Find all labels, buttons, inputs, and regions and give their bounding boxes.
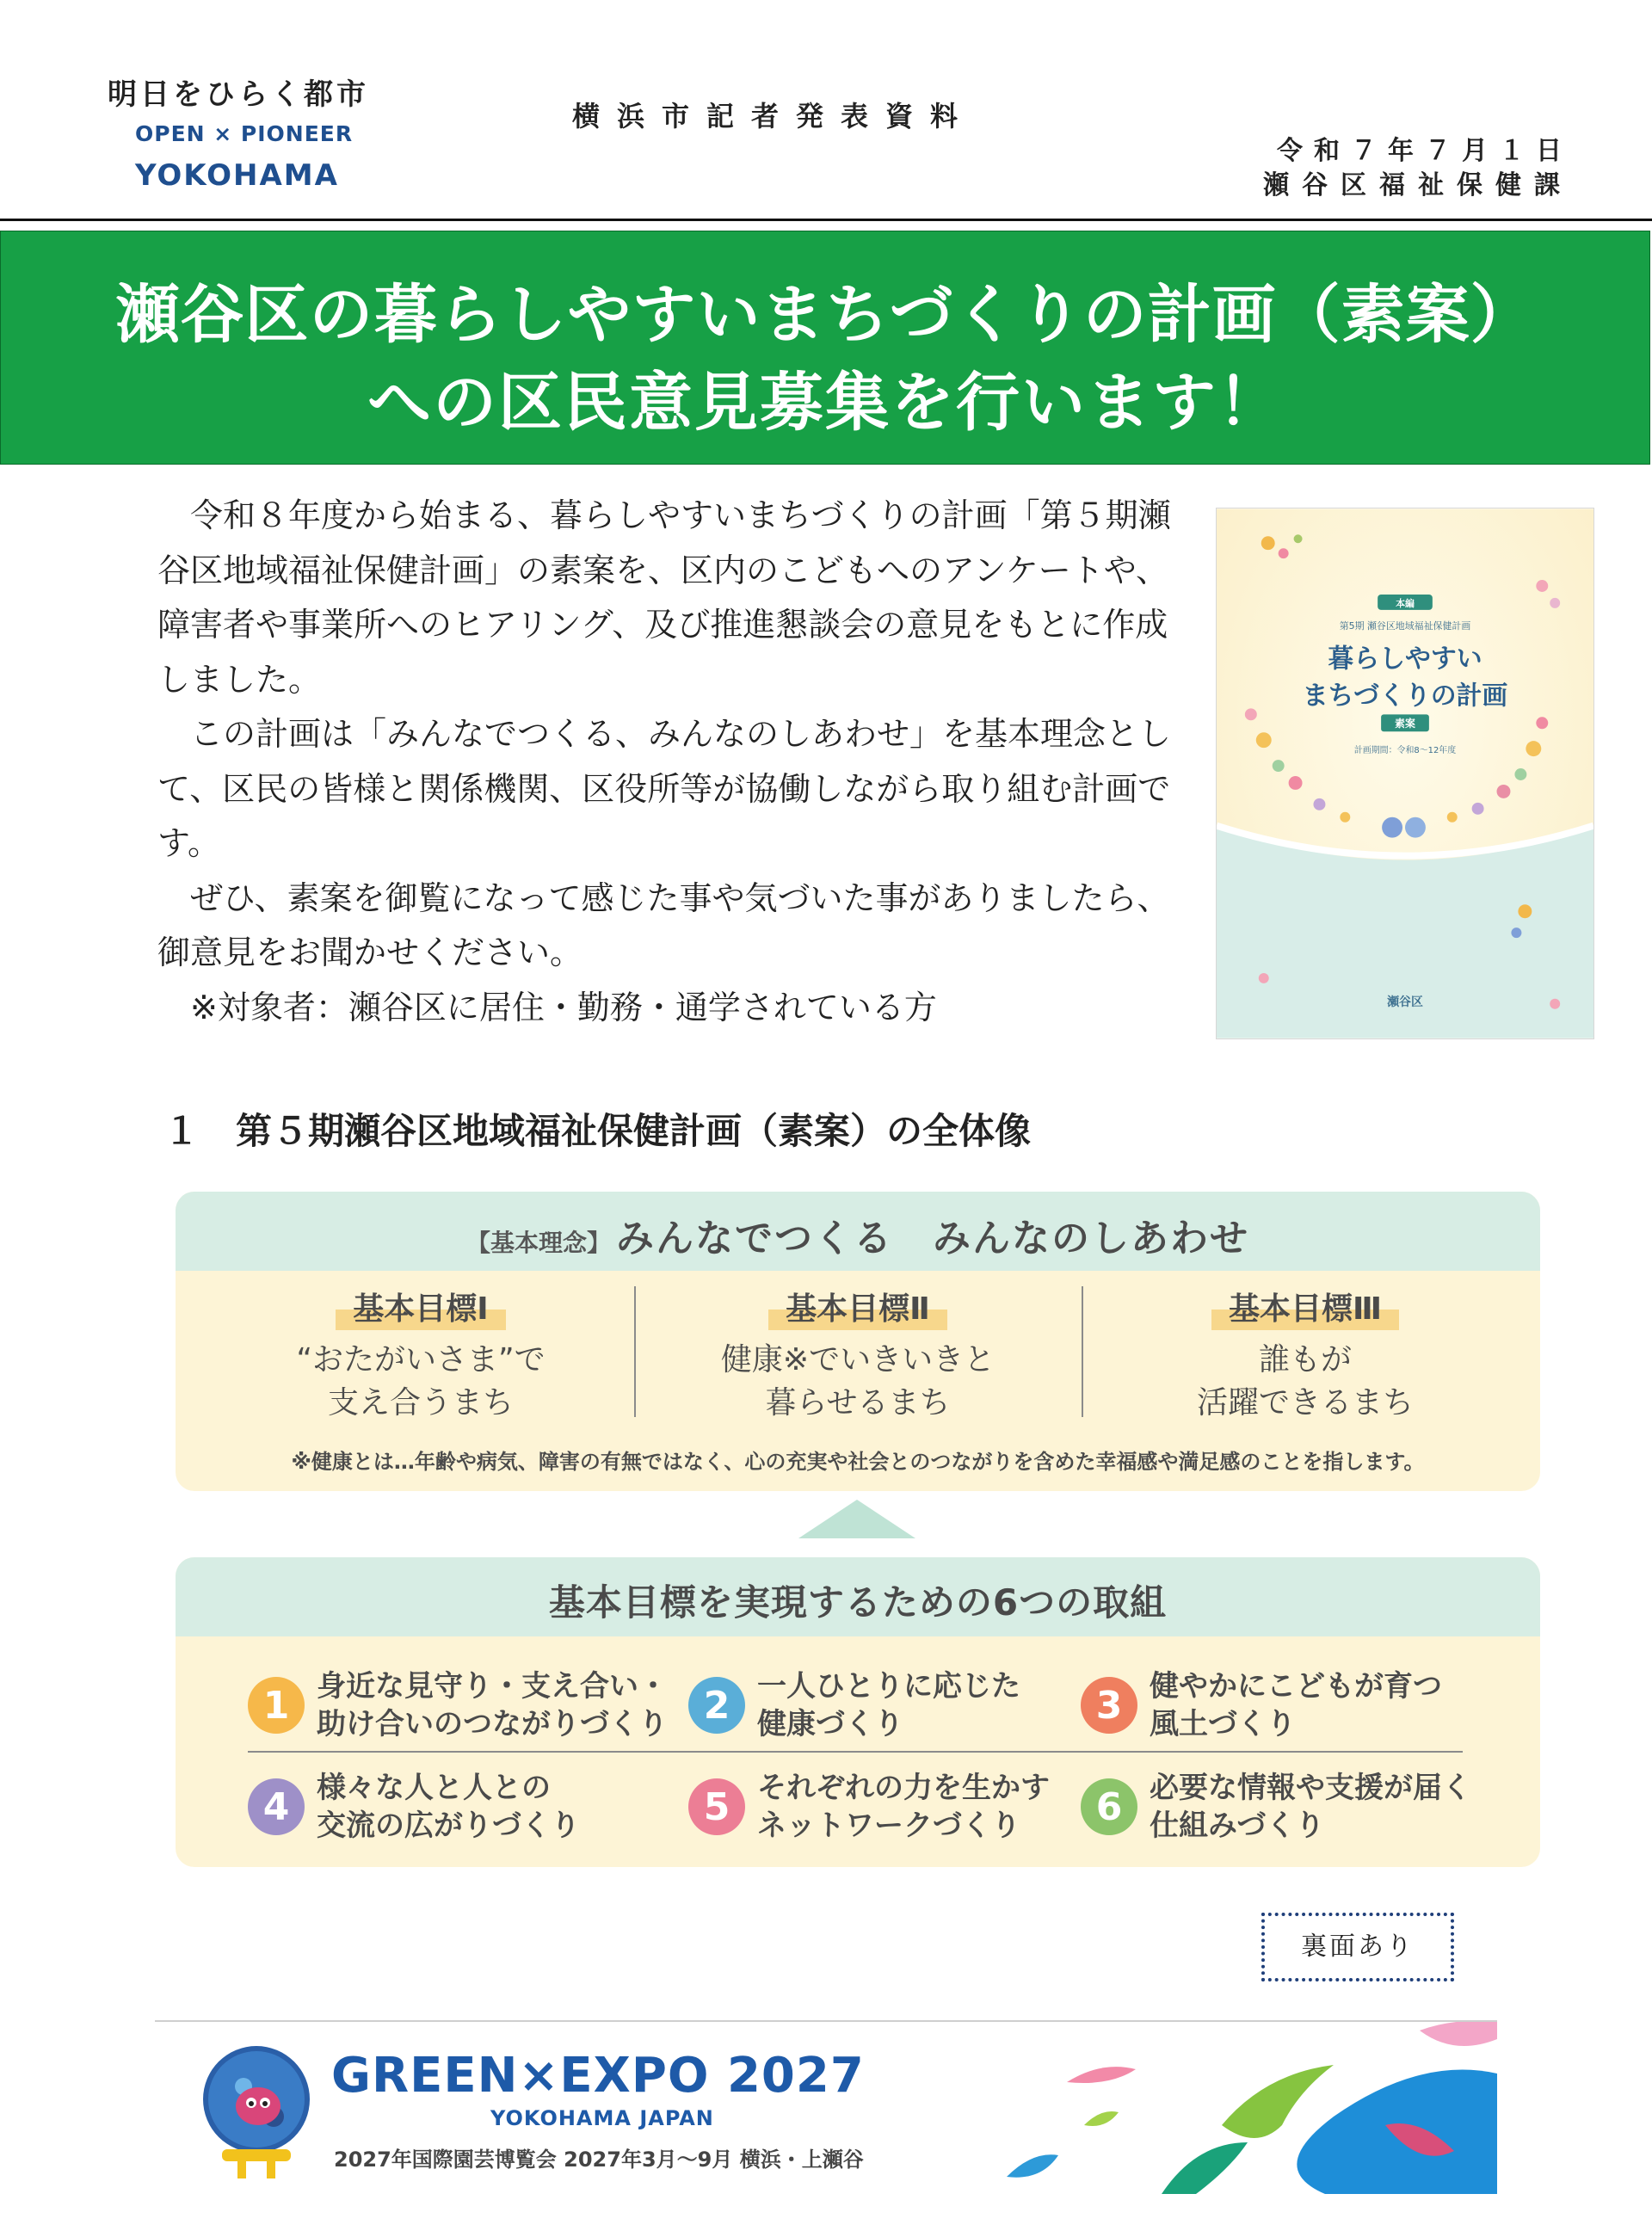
- basic-philosophy-box: [176, 1192, 1540, 1491]
- goal-divider: [634, 1286, 636, 1417]
- philosophy-header: [176, 1192, 1540, 1271]
- goal-1-line2: 支え合うまち: [327, 1385, 514, 1420]
- intro-text: [157, 489, 1199, 1035]
- initiative-3: [1081, 1667, 1442, 1743]
- expo-mascot-icon: [196, 2039, 317, 2185]
- goal-2-label: 基本目標Ⅱ: [768, 1285, 947, 1330]
- goal-1-line1: “おたがいさま”で: [296, 1342, 546, 1377]
- initiative-1: [248, 1667, 668, 1743]
- intro-target-note: ※対象者：瀬谷区に居住・勤務・通学されている方: [157, 988, 937, 1026]
- goal-divider: [1082, 1286, 1083, 1417]
- initiatives-divider: [248, 1751, 1463, 1753]
- goal-2-line1: 健康※でいきいきと: [720, 1342, 996, 1377]
- initiative-4-text: 様々な人と人との 交流の広がりづくり: [317, 1771, 580, 1843]
- number-2-icon: 2: [688, 1677, 745, 1734]
- initiative-6: [1081, 1769, 1471, 1845]
- expo-title: GREEN×EXPO 2027: [331, 2048, 865, 2104]
- brand-line-open-pioneer: OPEN × PIONEER: [135, 121, 354, 146]
- expo-subtitle: YOKOHAMA JAPAN: [490, 2106, 714, 2130]
- goal-1-label: 基本目標Ⅰ: [336, 1285, 505, 1330]
- header-divider: [0, 219, 1652, 221]
- cover-badge: 本編: [1396, 597, 1415, 609]
- cover-title-line2: まちづくりの計画: [1302, 681, 1508, 712]
- title-banner: [0, 231, 1650, 465]
- intro-paragraph-2: この計画は「みんなでつくる、みんなのしあわせ」を基本理念として、区民の皆様と関係機関、区役所等が協働しながら取り組む計画です。: [157, 715, 1172, 862]
- initiatives-box: [176, 1557, 1540, 1867]
- document-type: 横浜市記者発表資料: [572, 100, 976, 132]
- banner-title-line2: への区民意見募集を行います！: [367, 366, 1283, 440]
- number-3-icon: 3: [1081, 1677, 1137, 1734]
- number-1-icon: 1: [248, 1677, 305, 1734]
- cover-draft-label: 素案: [1395, 718, 1415, 730]
- initiatives-header: [176, 1557, 1540, 1636]
- up-arrow-icon: [798, 1500, 915, 1538]
- expo-splash-graphic: [938, 2022, 1497, 2194]
- expo-info: 2027年国際園芸博覧会 2027年3月～9月 横浜・上瀬谷: [334, 2148, 864, 2172]
- health-footnote: ※健康とは…年齢や病気、障害の有無ではなく、心の充実や社会とのつながりを含めた幸福感や満足感のことを指します。: [291, 1450, 1425, 1474]
- plan-cover-image: [1216, 508, 1594, 1039]
- initiative-5-text: それぞれの力を生かす ネットワークづくり: [757, 1771, 1050, 1843]
- initiative-4: [248, 1769, 580, 1845]
- section-heading: １ 第５期瀬谷区地域福祉保健計画（素案）の全体像: [163, 1110, 1032, 1152]
- goal-2: [638, 1285, 1077, 1425]
- intro-paragraph-3: ぜひ、素案を御覧になって感じた事や気づいた事がありましたら、御意見をお聞かせください。: [157, 878, 1170, 971]
- brand-line-yokohama: YOKOHAMA: [135, 158, 339, 193]
- number-4-icon: 4: [248, 1778, 305, 1835]
- backside-note: 裏面あり: [1261, 1913, 1454, 1981]
- goal-3-line1: 誰もが: [1258, 1342, 1352, 1377]
- initiative-6-text: 必要な情報や支援が届く 仕組みづくり: [1150, 1771, 1471, 1843]
- initiative-3-text: 健やかにこどもが育つ 風土づくり: [1150, 1669, 1442, 1741]
- goal-1: [201, 1285, 640, 1425]
- cover-title-line1: 暮らしやすい: [1328, 644, 1482, 675]
- intro-paragraph-1: 令和８年度から始まる、暮らしやすいまちづくりの計画「第５期瀬谷区地域福祉保健計画」の素案を、区内のこどもへのアンケートや、障害者や事業所へのヒアリング、及び推進懇談会の意見をもとに作成しました。: [157, 496, 1171, 699]
- goal-2-line2: 暮らせるまち: [765, 1385, 951, 1420]
- cover-subtitle: 第5期 瀬谷区地域福祉保健計画: [1339, 619, 1471, 632]
- cover-ward: 瀬谷区: [1387, 995, 1423, 1009]
- goal-3: [1086, 1285, 1525, 1425]
- philosophy-tag: 【基本理念】: [465, 1229, 611, 1257]
- release-date: 令和７年７月１日: [1277, 136, 1573, 166]
- cover-period: 計画期間：令和8～12年度: [1353, 746, 1457, 756]
- initiative-5: [688, 1769, 1050, 1845]
- city-slogan: 明日をひらく都市: [108, 77, 369, 112]
- initiatives-title: 基本目標を実現するための6つの取組: [548, 1581, 1168, 1624]
- philosophy-text: みんなでつくる みんなのしあわせ: [616, 1217, 1249, 1260]
- goal-3-line2: 活躍できるまち: [1196, 1385, 1414, 1420]
- initiative-2-text: 一人ひとりに応じた 健康づくり: [757, 1669, 1020, 1741]
- initiative-2: [688, 1667, 1020, 1743]
- banner-title-line1: 瀬谷区の暮らしやすいまちづくりの計画（素案）: [115, 278, 1535, 352]
- initiative-1-text: 身近な見守り・支え合い・ 助け合いのつながりづくり: [317, 1669, 668, 1741]
- number-6-icon: 6: [1081, 1778, 1137, 1835]
- goal-3-label: 基本目標Ⅲ: [1211, 1285, 1399, 1330]
- department: 瀬谷区福祉保健課: [1263, 170, 1573, 200]
- number-5-icon: 5: [688, 1778, 745, 1835]
